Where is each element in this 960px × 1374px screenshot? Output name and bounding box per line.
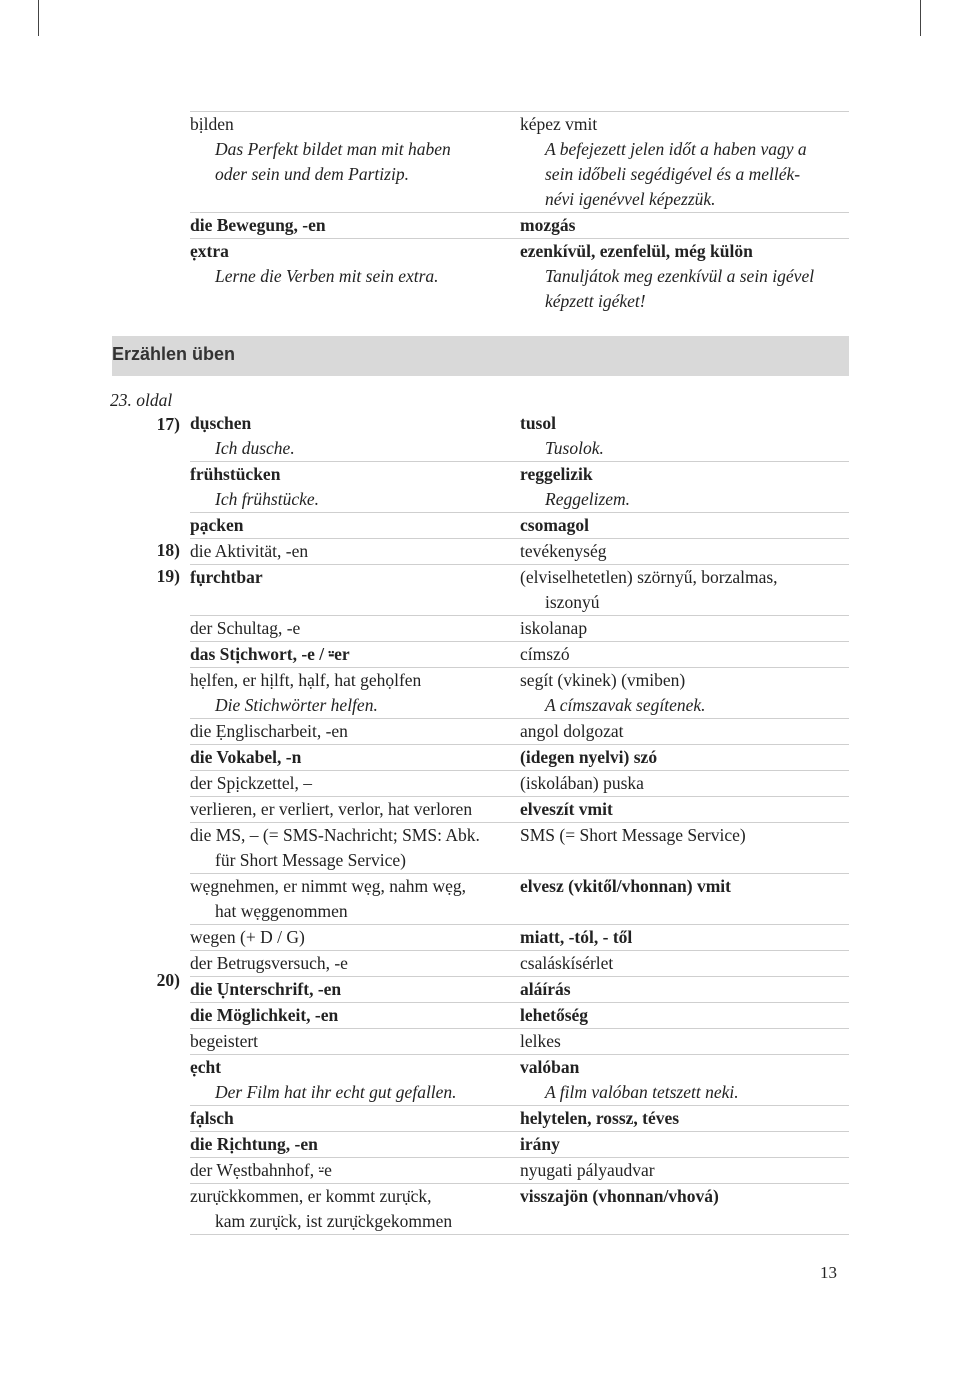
hungarian-translation: mozgás <box>520 215 576 235</box>
german-headword: die Ẹnglischarbeit, -en <box>190 721 348 741</box>
hungarian-translation: tevékenység <box>520 541 607 561</box>
hungarian-example: A film valóban tetszett neki. <box>545 1082 739 1102</box>
german-headword: fụrchtbar <box>190 567 263 587</box>
vocab-row <box>190 1106 849 1132</box>
vocab-row <box>190 1158 849 1184</box>
german-headword: die Möglichkeit, -en <box>190 1005 339 1025</box>
german-headword-cont: kam zurụ̈ck, ist zurụ̈ckgekommen <box>215 1211 453 1231</box>
hungarian-translation: nyugati pályaudvar <box>520 1160 655 1180</box>
hungarian-translation: csaláskísérlet <box>520 953 614 973</box>
hungarian-example: Tanuljátok meg ezenkívül a sein igével <box>545 266 815 286</box>
german-headword: das Stịchwort, -e / ⸚er <box>190 644 350 664</box>
hungarian-translation: valóban <box>520 1057 580 1077</box>
hungarian-translation: irány <box>520 1134 560 1154</box>
hungarian-translation: aláírás <box>520 979 571 999</box>
german-headword-cont: hat wẹggenommen <box>215 901 348 921</box>
vocab-row <box>190 213 849 239</box>
vocab-row <box>190 1003 849 1029</box>
german-headword: pạcken <box>190 515 244 535</box>
crop-mark-right <box>920 0 921 36</box>
german-headword: ẹcht <box>190 1057 222 1077</box>
vocab-row <box>190 874 849 925</box>
vocab-table-2 <box>190 411 849 1235</box>
german-headword: die MS, – (= SMS-Nachricht; SMS: Abk. <box>190 825 480 845</box>
hungarian-translation: helytelen, rossz, téves <box>520 1108 680 1128</box>
hungarian-example: névi igenévvel képezzük. <box>545 189 716 209</box>
hungarian-translation: csomagol <box>520 515 590 535</box>
vocab-row <box>190 951 849 977</box>
german-example: Lerne die Verben mit sein extra. <box>215 266 439 286</box>
hungarian-example: A befejezett jelen időt a haben vagy a <box>545 139 807 159</box>
german-headword: der Betrugsversuch, -e <box>190 953 348 973</box>
hungarian-translation: (elviselhetetlen) szörnyű, borzalmas, <box>520 567 778 587</box>
hungarian-translation: lehetőség <box>520 1005 589 1025</box>
german-headword: bịlden <box>190 114 234 134</box>
hungarian-example: képzett igéket! <box>545 291 646 311</box>
german-headword: verlieren, er verliert, verlor, hat verloren <box>190 799 473 819</box>
vocab-row <box>190 1029 849 1055</box>
vocab-row <box>190 1055 849 1106</box>
vocab-row <box>190 111 849 213</box>
hungarian-translation: képez vmit <box>520 114 598 134</box>
hungarian-translation: angol dolgozat <box>520 721 624 741</box>
vocab-row <box>190 797 849 823</box>
vocab-row <box>190 925 849 951</box>
hungarian-translation: SMS (= Short Message Service) <box>520 825 746 845</box>
exercise-number: 17) <box>156 414 180 434</box>
hungarian-translation: tusol <box>520 413 556 433</box>
hungarian-translation: elvesz (vkitől/vhonnan) vmit <box>520 876 731 896</box>
vocab-row <box>190 616 849 642</box>
german-example: Ich frühstücke. <box>215 489 319 509</box>
vocab-row <box>190 1184 849 1235</box>
german-example: Ich dusche. <box>215 438 295 458</box>
vocab-row <box>190 565 849 616</box>
german-example: Das Perfekt bildet man mit haben <box>215 139 451 159</box>
german-headword: begeistert <box>190 1031 259 1051</box>
page-number: 13 <box>820 1263 837 1282</box>
hungarian-translation: (idegen nyelvi) szó <box>520 747 658 767</box>
vocab-row <box>190 823 849 874</box>
hungarian-translation: lelkes <box>520 1031 561 1051</box>
german-headword: der Spịckzettel, – <box>190 773 312 793</box>
vocab-row <box>190 462 849 513</box>
vocab-row <box>190 745 849 771</box>
german-example: Die Stichwörter helfen. <box>215 695 378 715</box>
vocab-row <box>190 411 849 462</box>
hungarian-example: sein időbeli segédigével és a mellék- <box>545 164 801 184</box>
hungarian-translation: visszajön (vhonnan/vhová) <box>520 1186 719 1206</box>
hungarian-translation: címszó <box>520 644 570 664</box>
german-headword: dụschen <box>190 413 252 433</box>
hungarian-translation: elveszít vmit <box>520 799 613 819</box>
vocab-row <box>190 1132 849 1158</box>
german-example: Der Film hat ihr echt gut gefallen. <box>215 1082 457 1102</box>
vocab-row <box>190 513 849 539</box>
exercise-number: 19) <box>156 566 180 586</box>
exercise-number: 20) <box>156 970 180 990</box>
hungarian-translation: ezenkívül, ezenfelül, még külön <box>520 241 753 261</box>
hungarian-example: Reggelizem. <box>545 489 631 509</box>
vocab-row <box>190 771 849 797</box>
hungarian-translation: segít (vkinek) (vmiben) <box>520 670 686 690</box>
german-example: oder sein und dem Partizip. <box>215 164 409 184</box>
vocab-row <box>190 719 849 745</box>
hungarian-translation: miatt, -tól, - től <box>520 927 633 947</box>
vocab-row <box>190 642 849 668</box>
vocab-row <box>190 239 849 314</box>
crop-mark-left <box>38 0 39 36</box>
german-headword: der Schultag, -e <box>190 618 301 638</box>
hungarian-example: A címszavak segítenek. <box>545 695 706 715</box>
german-headword: die Ụnterschrift, -en <box>190 979 342 999</box>
german-headword: zurụ̈ckkommen, er kommt zurụ̈ck, <box>190 1186 432 1206</box>
section-band <box>112 336 849 376</box>
hungarian-translation-cont: iszonyú <box>545 592 600 612</box>
section-title: Erzählen üben <box>112 344 236 364</box>
vocab-row <box>190 668 849 719</box>
exercise-number: 18) <box>156 540 180 560</box>
page-reference: 23. oldal <box>110 390 173 410</box>
hungarian-translation: iskolanap <box>520 618 588 638</box>
vocab-row <box>190 977 849 1003</box>
german-headword: die Rịchtung, -en <box>190 1134 318 1154</box>
hungarian-example: Tusolok. <box>545 438 604 458</box>
german-headword: die Aktivität, -en <box>190 541 309 561</box>
vocab-table-1 <box>190 111 849 314</box>
german-headword: die Vokabel, -n <box>190 747 302 767</box>
vocab-row <box>190 539 849 565</box>
german-headword: wẹgnehmen, er nimmt wẹg, nahm wẹg, <box>190 876 467 896</box>
german-headword: der Wẹstbahnhof, ⸚e <box>190 1160 332 1180</box>
german-headword: wegen (+ D / G) <box>190 927 305 947</box>
hungarian-translation: reggelizik <box>520 464 593 484</box>
german-headword: frühstücken <box>190 464 281 484</box>
german-headword-cont: für Short Message Service) <box>215 850 406 870</box>
hungarian-translation: (iskolában) puska <box>520 773 644 793</box>
german-headword: ẹxtra <box>190 241 229 261</box>
german-headword: fạlsch <box>190 1108 234 1128</box>
german-headword: die Bewegung, -en <box>190 215 326 235</box>
german-headword: hẹlfen, er hịlft, hạlf, hat gehọlfen <box>190 670 422 690</box>
